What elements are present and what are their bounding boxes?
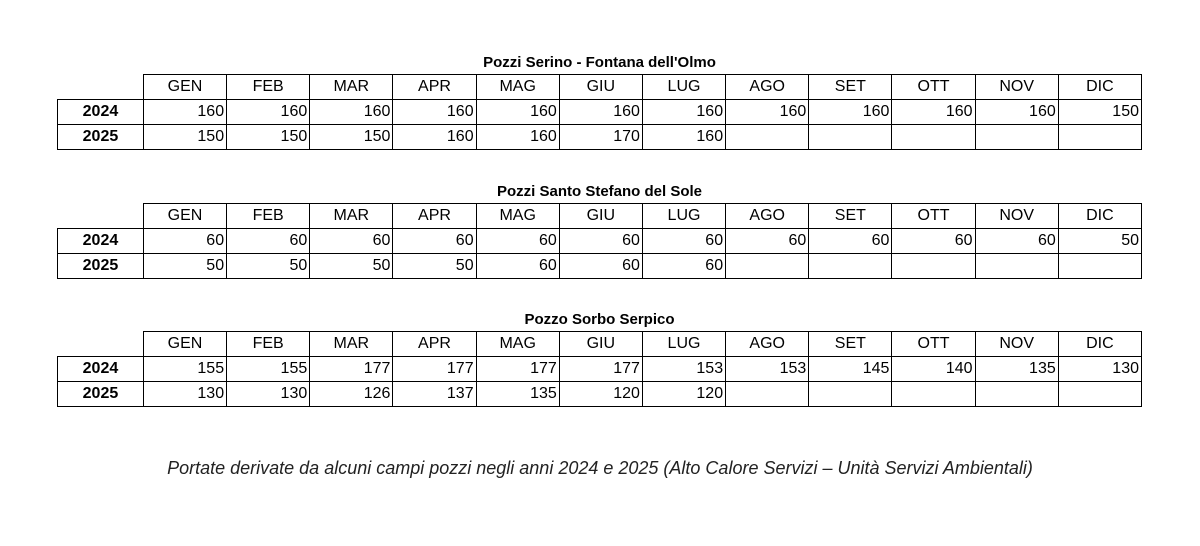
- value-cell: [809, 125, 892, 150]
- month-header: OTT: [892, 75, 975, 100]
- value-cell: 160: [559, 100, 642, 125]
- value-cell: [809, 382, 892, 407]
- value-cell: 177: [310, 357, 393, 382]
- value-cell: 50: [227, 254, 310, 279]
- value-cell: 130: [143, 382, 226, 407]
- value-cell: 150: [227, 125, 310, 150]
- year-cell: 2025: [58, 125, 144, 150]
- header-corner-cell: [58, 332, 144, 357]
- value-cell: 177: [393, 357, 476, 382]
- value-cell: 145: [809, 357, 892, 382]
- month-header: AGO: [726, 332, 809, 357]
- table-row: [58, 357, 1142, 382]
- value-cell: [726, 254, 809, 279]
- flow-table: [57, 203, 1142, 279]
- value-cell: 60: [476, 229, 559, 254]
- header-corner-cell: [58, 204, 144, 229]
- month-header: MAG: [476, 332, 559, 357]
- value-cell: 160: [892, 100, 975, 125]
- value-cell: 170: [559, 125, 642, 150]
- month-header: DIC: [1058, 204, 1141, 229]
- value-cell: 60: [476, 254, 559, 279]
- month-header: OTT: [892, 332, 975, 357]
- value-cell: 60: [559, 229, 642, 254]
- value-cell: 155: [143, 357, 226, 382]
- value-cell: 160: [143, 100, 226, 125]
- table-header-row: [58, 332, 1142, 357]
- month-header: NOV: [975, 204, 1058, 229]
- table-header-row: [58, 204, 1142, 229]
- value-cell: 60: [975, 229, 1058, 254]
- value-cell: 60: [310, 229, 393, 254]
- value-cell: 126: [310, 382, 393, 407]
- value-cell: 135: [975, 357, 1058, 382]
- flow-table: [57, 331, 1142, 407]
- value-cell: 60: [809, 229, 892, 254]
- value-cell: 160: [393, 100, 476, 125]
- month-header: SET: [809, 332, 892, 357]
- value-cell: [975, 254, 1058, 279]
- table-title: Pozzo Sorbo Serpico: [524, 311, 675, 328]
- month-header: SET: [809, 75, 892, 100]
- value-cell: 160: [726, 100, 809, 125]
- year-cell: 2025: [58, 254, 144, 279]
- header-corner-cell: [58, 75, 144, 100]
- value-cell: 160: [642, 100, 725, 125]
- table-title: Pozzi Santo Stefano del Sole: [496, 183, 703, 200]
- month-header: GEN: [143, 75, 226, 100]
- value-cell: 50: [143, 254, 226, 279]
- month-header: AGO: [726, 204, 809, 229]
- value-cell: 150: [310, 125, 393, 150]
- value-cell: 177: [476, 357, 559, 382]
- month-header: LUG: [642, 75, 725, 100]
- value-cell: 50: [1058, 229, 1141, 254]
- value-cell: 160: [476, 100, 559, 125]
- value-cell: 60: [892, 229, 975, 254]
- month-header: GEN: [143, 332, 226, 357]
- value-cell: 120: [559, 382, 642, 407]
- value-cell: 60: [642, 254, 725, 279]
- value-cell: [892, 125, 975, 150]
- month-header: GIU: [559, 204, 642, 229]
- table-row: [58, 100, 1142, 125]
- table-row: [58, 229, 1142, 254]
- value-cell: 160: [975, 100, 1058, 125]
- value-cell: [892, 254, 975, 279]
- table-row: [58, 125, 1142, 150]
- year-cell: 2024: [58, 357, 144, 382]
- value-cell: [726, 382, 809, 407]
- value-cell: 155: [227, 357, 310, 382]
- month-header: GIU: [559, 332, 642, 357]
- month-header: FEB: [227, 75, 310, 100]
- value-cell: 135: [476, 382, 559, 407]
- month-header: GIU: [559, 75, 642, 100]
- month-header: LUG: [642, 204, 725, 229]
- table-header-row: [58, 75, 1142, 100]
- value-cell: 150: [1058, 100, 1141, 125]
- value-cell: [975, 382, 1058, 407]
- month-header: APR: [393, 75, 476, 100]
- month-header: MAR: [310, 75, 393, 100]
- table-row: [58, 254, 1142, 279]
- value-cell: 60: [642, 229, 725, 254]
- value-cell: [1058, 382, 1141, 407]
- month-header: NOV: [975, 75, 1058, 100]
- value-cell: 160: [393, 125, 476, 150]
- table-row: [58, 382, 1142, 407]
- value-cell: 137: [393, 382, 476, 407]
- month-header: FEB: [227, 332, 310, 357]
- year-cell: 2024: [58, 100, 144, 125]
- month-header: MAR: [310, 332, 393, 357]
- month-header: MAG: [476, 75, 559, 100]
- month-header: GEN: [143, 204, 226, 229]
- value-cell: 160: [227, 100, 310, 125]
- value-cell: 60: [393, 229, 476, 254]
- value-cell: 130: [1058, 357, 1141, 382]
- value-cell: 160: [476, 125, 559, 150]
- value-cell: [892, 382, 975, 407]
- value-cell: 160: [642, 125, 725, 150]
- month-header: DIC: [1058, 75, 1141, 100]
- value-cell: [726, 125, 809, 150]
- month-header: DIC: [1058, 332, 1141, 357]
- month-header: OTT: [892, 204, 975, 229]
- value-cell: 120: [642, 382, 725, 407]
- value-cell: [1058, 125, 1141, 150]
- month-header: SET: [809, 204, 892, 229]
- month-header: LUG: [642, 332, 725, 357]
- month-header: APR: [393, 332, 476, 357]
- value-cell: 60: [143, 229, 226, 254]
- value-cell: 160: [310, 100, 393, 125]
- value-cell: 60: [559, 254, 642, 279]
- value-cell: 153: [726, 357, 809, 382]
- month-header: NOV: [975, 332, 1058, 357]
- year-cell: 2024: [58, 229, 144, 254]
- value-cell: 153: [642, 357, 725, 382]
- year-cell: 2025: [58, 382, 144, 407]
- flow-table: [57, 74, 1142, 150]
- value-cell: 60: [227, 229, 310, 254]
- value-cell: 140: [892, 357, 975, 382]
- value-cell: [1058, 254, 1141, 279]
- table-title: Pozzi Serino - Fontana dell'Olmo: [483, 54, 716, 71]
- value-cell: 50: [310, 254, 393, 279]
- month-header: MAR: [310, 204, 393, 229]
- value-cell: 60: [726, 229, 809, 254]
- value-cell: 160: [809, 100, 892, 125]
- month-header: MAG: [476, 204, 559, 229]
- month-header: APR: [393, 204, 476, 229]
- value-cell: [809, 254, 892, 279]
- month-header: FEB: [227, 204, 310, 229]
- value-cell: 150: [143, 125, 226, 150]
- month-header: AGO: [726, 75, 809, 100]
- value-cell: 177: [559, 357, 642, 382]
- value-cell: 50: [393, 254, 476, 279]
- figure-caption: Portate derivate da alcuni campi pozzi negli anni 2024 e 2025 (Alto Calore Servizi – Unità Servizi Ambientali): [167, 458, 1033, 478]
- value-cell: 130: [227, 382, 310, 407]
- value-cell: [975, 125, 1058, 150]
